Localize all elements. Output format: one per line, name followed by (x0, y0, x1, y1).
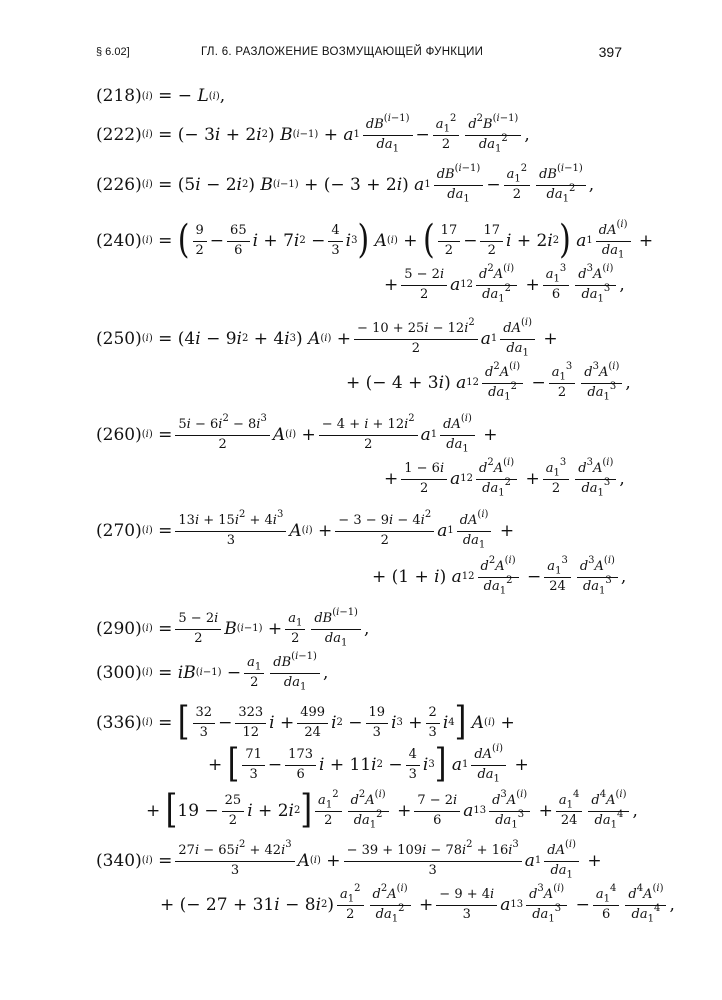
equation-336-cont-2: + [ 19 − $\frac{25}{2}$ i + 2 i 2 ] $\frac{a_1^2}{2}$ $\frac{d^2A^{(i)}}{da_1^2}$ + $\frac{7 - 2i}{6}$ a 1 3 $\frac{d^3A^{(i)}}{da_1^3}$ + $\frac{a_1^4}{24}$ $\frac{d^4A^{(i)}}{da_1^4}$ , (146, 788, 638, 834)
section-ref: § 6.02] (96, 46, 130, 58)
equation-226: (226) (i) = (5 i − 2 i 2 ) B (i−1) + (− 3 + 2 i ) a 1 $\frac{dB^{(i-1)}}{da_1}$ − $\frac{a_1^2}{2}$ $\frac{dB^{(i-1)}}{da_1^2}$ , (96, 163, 595, 205)
equation-336-cont-1: + [ $\frac{71}{3}$ − $\frac{173}{6}$ i + 11 i 2 − $\frac{4}{3}$ i 3 ] a 1 $\frac{dA^{(i)}}{da_1}$ + (208, 742, 529, 788)
equation-250-cont: + (− 4 + 3 i ) a 1 2 $\frac{d^2A^{(i)}}{da_1^2}$ − $\frac{a_1^3}{2}$ $\frac{d^3A^{(i)}}{da_1^3}$ , (346, 361, 631, 403)
equation-300: (300) (i) = iB (i−1) − $\frac{a_1}{2}$ $\frac{dB^{(i-1)}}{da_1}$ , (96, 651, 329, 693)
equation-222: (222) (i) = (− 3 i + 2 i 2 ) B (i−1) + a 1 $\frac{dB^{(i-1)}}{da_1}$ − $\frac{a_1^2}{2}$ $\frac{d^2B^{(i-1)}}{da_1^2}$ , (96, 113, 530, 155)
equation-290: (290) (i) = $\frac{5 - 2i}{2}$ B (i−1) + $\frac{a_1}{2}$ $\frac{dB^{(i-1)}}{da_1}$ , (96, 607, 370, 649)
equation-260-cont: + $\frac{1 - 6i}{2}$ a 1 2 $\frac{d^2A^{(i)}}{da_1^2}$ + $\frac{a_1^3}{2}$ $\frac{d^3A^{(i)}}{da_1^3}$ , (384, 457, 625, 499)
page-number: 397 (598, 44, 622, 60)
equation-240: (240) (i) = ( $\frac{9}{2}$ − $\frac{65}{6}$ i + 7 i 2 − $\frac{4}{3}$ i 3 ) A (i) + ( $\frac{17}{2}$ − $\frac{17}{2}$ i + 2 i 2 ) a 1 $\frac{dA^{(i)}}{da_1}$ + (96, 218, 654, 264)
running-header (96, 44, 622, 64)
equation-270: (270) (i) = $\frac{13i + 15i^2 + 4i^3}{3}$ A (i) + $\frac{- 3 - 9i - 4i^2}{2}$ a 1 $\frac{dA^{(i)}}{da_1}$ + (96, 509, 515, 551)
equation-270-cont: + (1 + i ) a 1 2 $\frac{d^2A^{(i)}}{da_1^2}$ − $\frac{a_1^3}{24}$ $\frac{d^3A^{(i)}}{da_1^3}$ , (372, 555, 627, 597)
equation-340-cont: + (− 27 + 31 i − 8 i 2 ) $\frac{a_1^2}{2}$ $\frac{d^2A^{(i)}}{da_1^2}$ + $\frac{- 9 + 4i}{3}$ a 1 3 $\frac{d^3A^{(i)}}{da_1^3}$ − $\frac{a_1^4}{6}$ $\frac{d^4A^{(i)}}{da_1^4}$ , (160, 883, 675, 925)
equation-340: (340) (i) = $\frac{27i - 65i^2 + 42i^3}{3}$ A (i) + $\frac{- 39 + 109i - 78i^2 + 16i^3}{3}$ a 1 $\frac{dA^{(i)}}{da_1}$ + (96, 839, 602, 881)
equation-250: (250) (i) = (4 i − 9 i 2 + 4 i 3 ) A (i) + $\frac{- 10 + 25i - 12i^2}{2}$ a 1 $\frac{dA^{(i)}}{da_1}$ + (96, 317, 558, 359)
equation-240-cont: + $\frac{5 - 2i}{2}$ a 1 2 $\frac{d^2A^{(i)}}{da_1^2}$ + $\frac{a_1^3}{6}$ $\frac{d^3A^{(i)}}{da_1^3}$ , (384, 263, 625, 305)
chapter-title: ГЛ. 6. РАЗЛОЖЕНИЕ ВОЗМУЩАЮЩЕЙ ФУНКЦИИ (201, 46, 484, 58)
equation-260: (260) (i) = $\frac{5i - 6i^2 - 8i^3}{2}$ A (i) + $\frac{- 4 + i + 12i^2}{2}$ a 1 $\frac{dA^{(i)}}{da_1}$ + (96, 413, 498, 455)
equation-218: (218) (i) = − L (i) , (96, 86, 226, 106)
equation-336: (336) (i) = [ $\frac{32}{3}$ − $\frac{323}{12}$ i + $\frac{499}{24}$ i 2 − $\frac{19}{3}$ i 3 + $\frac{2}{3}$ i 4 ] A (i) + (96, 700, 515, 746)
